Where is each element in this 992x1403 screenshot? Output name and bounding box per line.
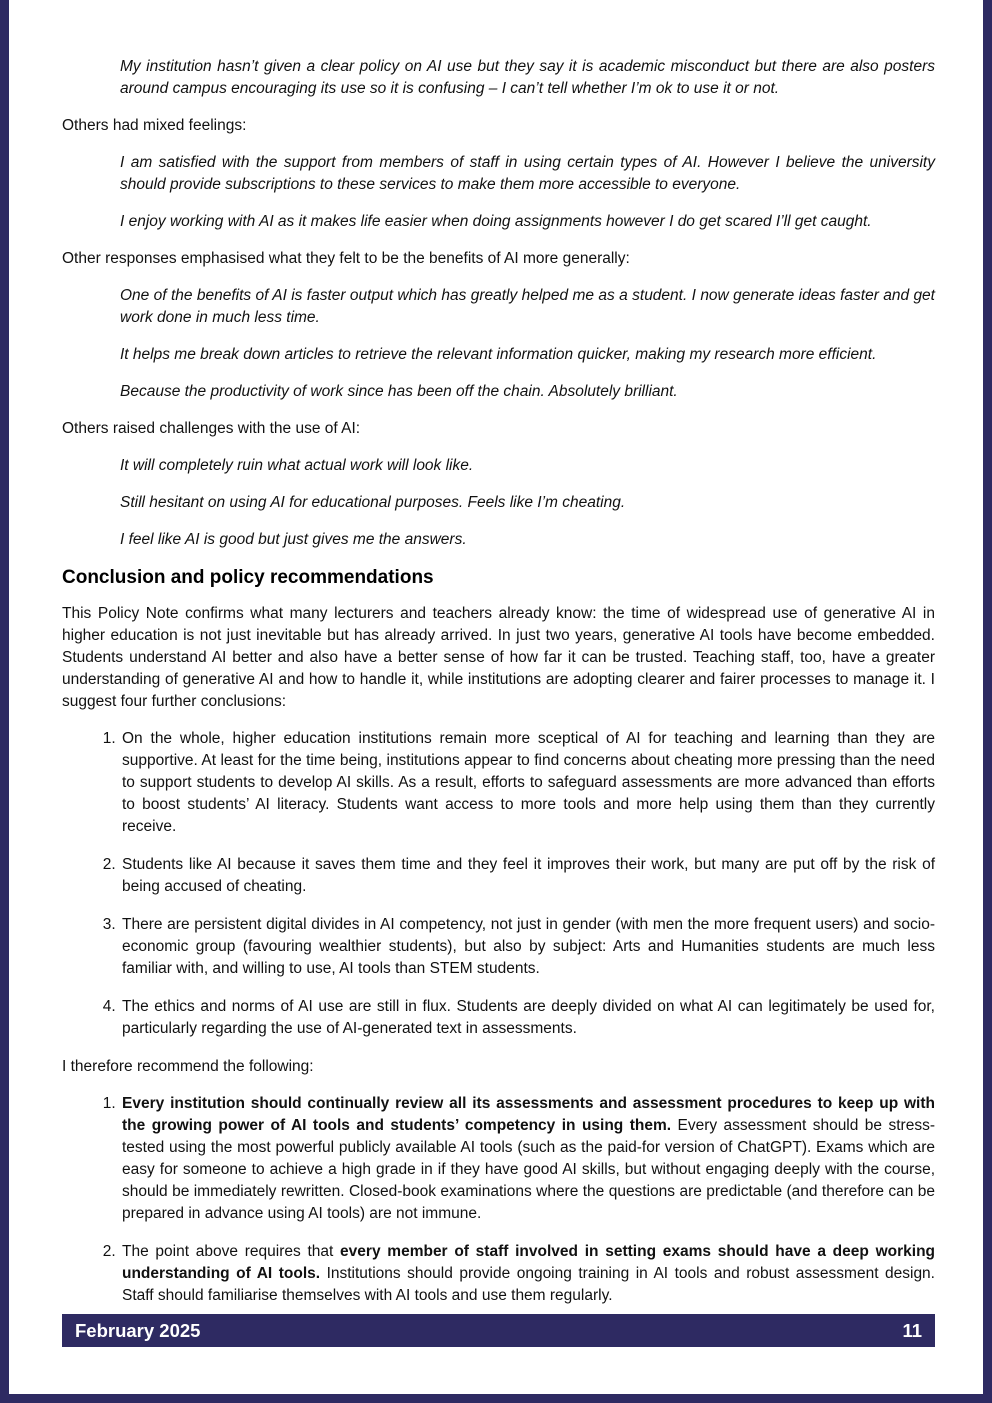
footer-bar: [62, 1314, 935, 1347]
quote-challenge-answers: I feel like AI is good but just gives me the answers.: [120, 531, 467, 548]
quote-mixed-support: I am satisfied with the support from members of staff in using certain types of AI. However I believe the university should provide subscriptions to these services to make them more accessible to everyone.: [120, 154, 935, 193]
conclusion-item-4: 4. The ethics and norms of AI use are still in flux. Students are deeply divided on what AI can legitimately be used for, particularly regarding the use of AI-generated text in assessments.: [120, 996, 935, 1040]
recommendation-1-bold-text: Every institution should continually review all its assessments and assessment procedures to keep up with the growing power of AI tools and students’ competency in using them.: [122, 1095, 935, 1134]
recommendation-2-bold-text: every member of staff involved in setting exams should have a deep working understanding of AI tools.: [122, 1243, 936, 1282]
footer-page-number: 11: [902, 1319, 922, 1341]
quote-challenge-ruin: It will completely ruin what actual work will look like.: [120, 457, 474, 474]
recommendation-1-rest-text: Every assessment should be stress-tested using the most powerful publicly available AI tools (such as the paid-for version of ChatGPT). Exams which are easy for someone to achieve a high grade in if they have good AI skills, but without engaging deeply with the course, should be immediately rewritten. Closed-book examinations where the questions are predictable (and therefore can be prepared in advance using AI tools) are not immune.: [122, 1117, 935, 1222]
footer-date: February 2025: [75, 1319, 201, 1341]
challenges-heading: Others raised challenges with the use of AI:: [62, 420, 361, 437]
quote-benefit-productivity: Because the productivity of work since has been off the chain. Absolutely brilliant.: [120, 383, 678, 400]
recommendation-item-2: [120, 1241, 935, 1307]
quote-mixed-scared: I enjoy working with AI as it makes life easier when doing assignments however I do get scared I’ll get caught.: [120, 213, 872, 230]
recommendation-item-1: [120, 1093, 935, 1225]
recommend-intro: I therefore recommend the following:: [62, 1058, 314, 1075]
mixed-feelings-heading: Others had mixed feelings:: [62, 117, 247, 134]
quote-benefit-articles: It helps me break down articles to retrieve the relevant information quicker, making my research more efficient.: [120, 346, 877, 363]
conclusion-section-title: Conclusion and policy recommendations: [62, 567, 434, 588]
quote-challenge-cheating: Still hesitant on using AI for educational purposes. Feels like I’m cheating.: [120, 494, 626, 511]
quote-policy-confusion: My institution hasn’t given a clear policy on AI use but they say it is academic misconduct but there are also posters around campus encouraging its use so it is confusing – I can’t tell whether I’m ok to use it or not.: [120, 58, 935, 97]
page-border-left: [0, 0, 9, 1403]
page-border-bottom: [0, 1394, 992, 1403]
conclusion-item-3: 3. There are persistent digital divides in AI competency, not just in gender (with men the more frequent users) and socio-economic group (favouring wealthier students), but also by subject: Arts and Humanities students are much less familiar with, and willing to use, AI tools than STEM students.: [120, 914, 935, 980]
conclusion-item-1: 1. On the whole, higher education institutions remain more sceptical of AI for teaching and learning than they are supportive. At least for the time being, institutions appear to find concerns about cheating more pressing than the need to support students to develop AI skills. As a result, efforts to safeguard assessments are more advanced than efforts to boost students’ AI literacy. Students want access to more tools and more help using them than they currently receive.: [120, 728, 935, 838]
recommendation-2-rest-text: Institutions should provide ongoing training in AI tools and robust assessment design. Staff should familiarise themselves with AI tools and use them regularly.: [122, 1265, 935, 1304]
recommendation-2-pre-text: The point above requires that: [122, 1243, 341, 1260]
benefits-heading: Other responses emphasised what they felt to be the benefits of AI more generally:: [62, 250, 630, 267]
conclusion-item-2: 2. Students like AI because it saves them time and they feel it improves their work, but many are put off by the risk of being accused of cheating.: [120, 854, 935, 898]
conclusions-list: [62, 728, 935, 1040]
recommendations-list: [62, 1093, 935, 1307]
page-border-right: [983, 0, 992, 1403]
conclusion-paragraph: This Policy Note confirms what many lecturers and teachers already know: the time of widespread use of generative AI in higher education is not just inevitable but has already arrived. In just two years, generative AI tools have become embedded. Students understand AI better and also have a better sense of how far it can be trusted. Teaching staff, too, have a greater understanding of generative AI and how to handle it, while institutions are adopting clearer and fairer processes to manage it. I suggest four further conclusions:: [62, 605, 935, 710]
quote-benefit-faster-output: One of the benefits of AI is faster output which has greatly helped me as a student. I now generate ideas faster and get work done in much less time.: [120, 287, 935, 326]
